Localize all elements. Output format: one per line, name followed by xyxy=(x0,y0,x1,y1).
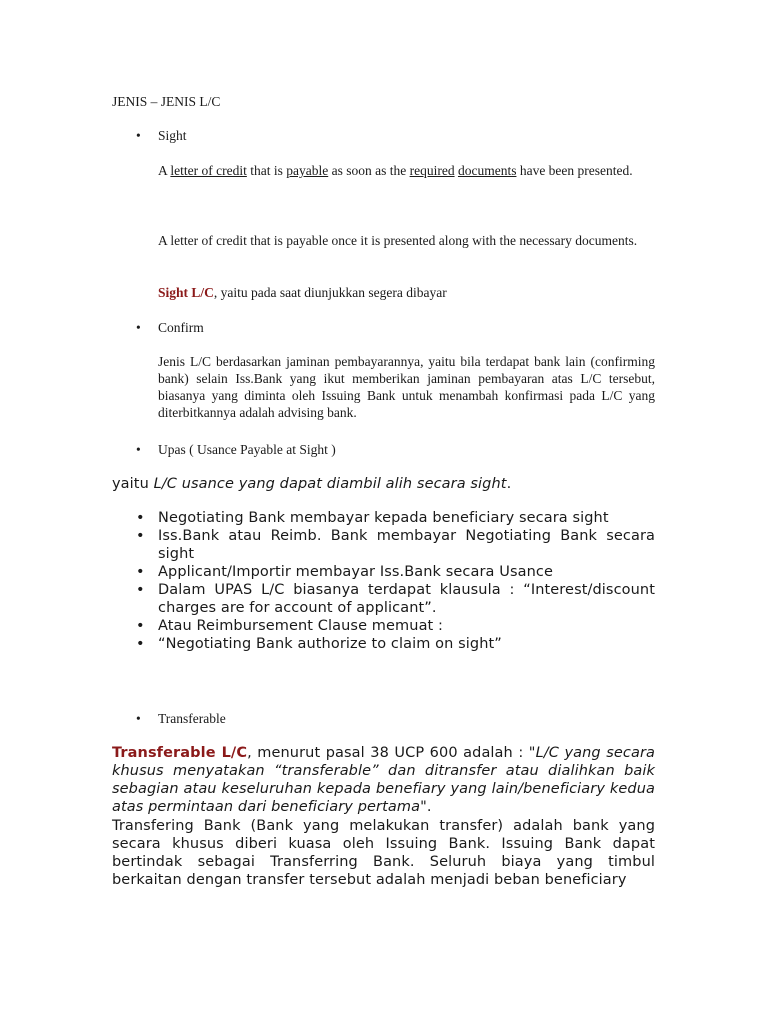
transferable-paragraph-2: Transfering Bank (Bank yang melakukan transfer) adalah bank yang secara khusus diberi kuasa oleh Issuing Bank. Issuing Bank dapat bertindak sebagai Transferring Bank. Seluruh biaya yang timbul berkaitan dengan transfer tersebut adalah menjadi beban beneficiary xyxy=(112,818,655,888)
upas-intro-post: . xyxy=(506,476,512,492)
bullet-transferable: • xyxy=(136,711,141,726)
list-bullet: • xyxy=(136,636,145,652)
list-item-text: Atau Reimbursement Clause memuat : xyxy=(158,618,444,634)
sight-def1-a: A xyxy=(158,163,168,178)
list-bullet: • xyxy=(136,582,145,598)
link-letter-of-credit[interactable]: letter of credit xyxy=(170,163,247,178)
heading-upas: Upas ( Usance Payable at Sight ) xyxy=(158,442,336,457)
list-item xyxy=(112,509,655,527)
list-item-text: Applicant/Importir membayar Iss.Bank secara Usance xyxy=(158,564,553,580)
sight-definition-2: A letter of credit that is payable once it is presented along with the necessary documents. xyxy=(158,233,638,248)
sight-def1-as-soon: as soon as the xyxy=(331,163,407,178)
list-bullet: • xyxy=(136,618,145,634)
list-bullet: • xyxy=(136,564,145,580)
sight-definition-1 xyxy=(158,162,655,179)
list-item-text: Negotiating Bank membayar kepada beneficiary secara sight xyxy=(158,510,609,526)
list-item xyxy=(112,563,655,581)
bullet-sight: • xyxy=(136,128,141,143)
sight-lc-line xyxy=(158,284,655,301)
transferable-quote-end: ". xyxy=(420,799,432,815)
transferable-quote: L/C yang secara khusus menyatakan “transferable” dan ditransfer atau dialihkan baik sebagian atau keseluruhan kepada benefiary yang lain/beneficiary kedua atas permintaan dari beneficiary pertama xyxy=(112,745,655,815)
bullet-confirm: • xyxy=(136,320,141,335)
sight-def1-that-is: that is xyxy=(250,163,283,178)
list-item xyxy=(112,581,655,617)
list-item xyxy=(112,635,655,653)
heading-transferable: Transferable xyxy=(158,711,226,726)
upas-intro xyxy=(112,475,655,493)
link-payable[interactable]: payable xyxy=(286,163,329,178)
list-item-text: Iss.Bank atau Reimb. Bank membayar Negotiating Bank secara sight xyxy=(158,528,655,562)
upas-intro-italic: L/C usance yang dapat diambil alih secara sight xyxy=(153,476,507,492)
list-bullet: • xyxy=(136,528,145,544)
list-item xyxy=(112,527,655,563)
transferable-lc-term: Transferable L/C xyxy=(112,745,248,761)
heading-confirm: Confirm xyxy=(158,320,204,335)
sight-lc-rest: , yaitu pada saat diunjukkan segera dibayar xyxy=(213,285,447,300)
upas-list xyxy=(112,509,655,653)
list-item-text: “Negotiating Bank authorize to claim on sight” xyxy=(158,636,502,652)
sight-def1-have-been: have been presented. xyxy=(519,163,633,178)
list-bullet: • xyxy=(136,510,145,526)
list-item-text: Dalam UPAS L/C biasanya terdapat klausula : “Interest/discount charges are for account of applicant”. xyxy=(158,582,655,616)
upas-intro-pre: yaitu xyxy=(112,476,154,492)
confirm-text: Jenis L/C berdasarkan jaminan pembayarannya, yaitu bila terdapat bank lain (confirming bank) selain Iss.Bank yang ikut memberikan jaminan pembayaran atas L/C tersebut, biasanya yang diminta oleh Issuing Bank untuk menambah konfirmasi pada L/C yang diterbitkannya adalah advising bank. xyxy=(158,354,655,420)
sight-lc-term: Sight L/C xyxy=(158,285,214,300)
transferable-definition xyxy=(112,744,655,816)
list-item xyxy=(112,617,655,635)
heading-sight: Sight xyxy=(158,128,187,143)
link-documents[interactable]: documents xyxy=(457,163,517,178)
bullet-upas: • xyxy=(136,442,141,457)
page-title: JENIS – JENIS L/C xyxy=(112,94,221,109)
link-required[interactable]: required xyxy=(409,163,455,178)
transferable-after-term: , menurut pasal 38 UCP 600 adalah : " xyxy=(247,745,536,761)
